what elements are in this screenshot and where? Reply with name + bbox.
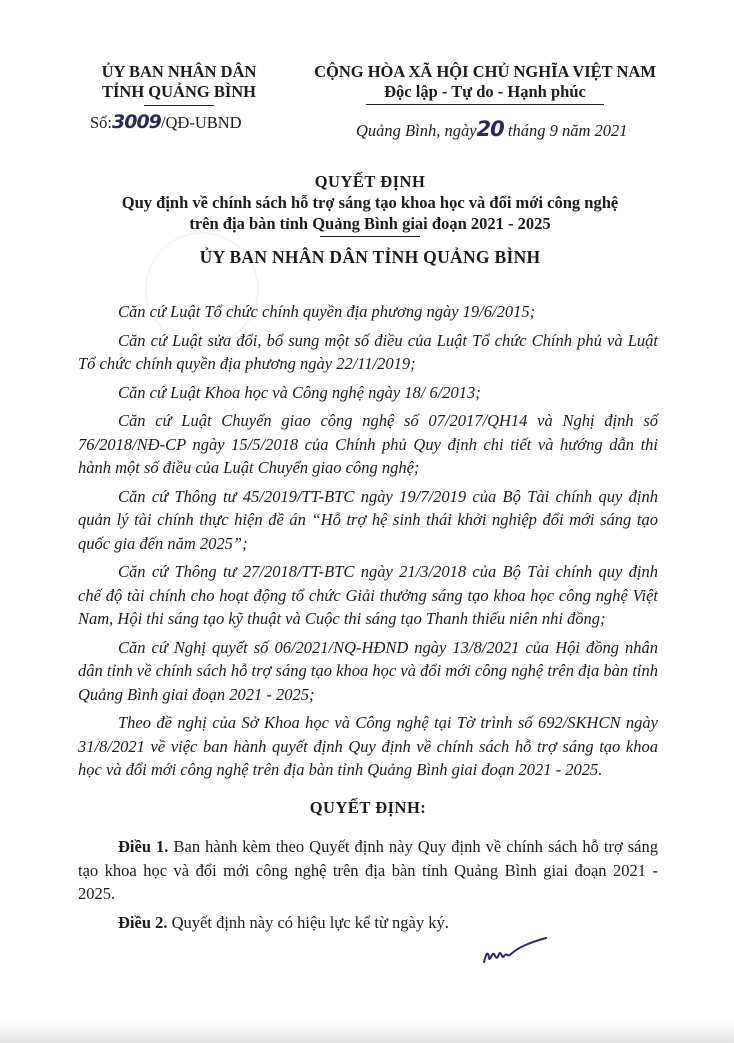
national-motto: Độc lập - Tự do - Hạnh phúc [384,82,586,101]
article-2-text: Quyết định này có hiệu lực kể từ ngày ký. [167,912,449,932]
preamble-paragraph: Căn cứ Thông tư 45/2019/TT-BTC ngày 19/7/2019 của Bộ Tài chính quy định quản lý tài chính thực hiện đề án “Hỗ trợ hệ sinh thái khởi nghiệp đổi mới sáng tạo quốc gia đến năm 2025”; [78,486,658,553]
national-header [300,62,670,105]
decision-title: QUYẾT ĐỊNH [314,172,426,191]
number-suffix: /QĐ-UBND [160,113,242,132]
document-number [84,112,274,133]
article-1-label: Điều 1. [118,837,169,856]
issuer-underline [144,105,214,106]
decision-subject-line-1: Quy định về chính sách hỗ trợ sáng tạo khoa học và đổi mới công nghệ [121,193,619,212]
preamble-paragraph: Căn cứ Thông tư 27/2018/TT-BTC ngày 21/3/2018 của Bộ Tài chính quy định chế độ tài chính cho hoạt động tổ chức Giải thưởng sáng tạo khoa học công nghệ Việt Nam, Hội thi sáng tạo kỹ thuật và Cuộc thi sáng tạo Thanh thiếu niên nhi đồng; [78,562,658,628]
decision-title-block [40,172,700,268]
preamble-paragraph: Căn cứ Luật Tổ chức chính quyền địa phương ngày 19/6/2015; [118,302,536,321]
preamble-paragraph: Căn cứ Luật Chuyển giao công nghệ số 07/2017/QH14 và Nghị định số 76/2018/NĐ-CP ngày 15/5/2018 của Chính phủ Quy định chi tiết và hướng dẫn thi hành một số điều của Luật Chuyển giao công nghệ; [78,411,658,477]
preamble-paragraph: Căn cứ Luật Khoa học và Công nghệ ngày 18/ 6/2013; [118,382,481,402]
article-2-label: Điều 2. [118,912,168,932]
title-underline [320,236,420,237]
decision-heading: QUYẾT ĐỊNH: [309,797,427,817]
document-body [78,300,658,939]
preamble-paragraph: Căn cứ Luật sửa đổi, bổ sung một số điều của Luật Tổ chức Chính phủ và Luật Tổ chức chính quyền địa phương ngày 22/11/2019; [78,330,658,373]
issuer-header [84,62,274,133]
article-2 [78,911,658,935]
number-prefix: Số: [90,113,113,132]
initials-signature [480,932,550,968]
preamble-paragraph: Theo đề nghị của Sở Khoa học và Công nghệ tại Tờ trình số 692/SKHCN ngày 31/8/2021 về việc ban hành quyết định Quy định về chính sách hỗ trợ sáng tạo khoa học và đổi mới công nghệ trên địa bàn tỉnh Quảng Bình giai đoạn 2021 - 2025. [78,713,658,779]
article-1 [78,835,658,906]
issuer-line-2: TỈNH QUẢNG BÌNH [101,82,257,101]
issuer-line-1: ỦY BAN NHÂN DÂN [101,62,257,81]
article-1-text: Ban hành kèm theo Quyết định này Quy định về chính sách hỗ trợ sáng tạo khoa học và đổi mới công nghệ trên địa bàn tỉnh Quảng Bình giai đoạn 2021 - 2025. [78,837,658,903]
issuing-authority: ỦY BAN NHÂN DÂN TỈNH QUẢNG BÌNH [199,247,541,267]
page-edge-shadow [0,1021,734,1043]
decision-subject-line-2: trên địa bàn tỉnh Quảng Bình giai đoạn 2021 - 2025 [189,214,551,233]
handwritten-number: 3009 [112,111,161,133]
national-title: CỘNG HÒA XÃ HỘI CHỦ NGHĨA VIỆT NAM [314,62,656,81]
date-prefix: Quảng Bình, ngày [356,121,477,140]
motto-underline [366,104,604,105]
preamble-paragraph: Căn cứ Nghị quyết số 06/2021/NQ-HĐND ngày 13/8/2021 của Hội đồng nhân dân tỉnh về chính sách hỗ trợ sáng tạo khoa học và đổi mới công nghệ trên địa bàn tỉnh Quảng Bình giai đoạn 2021 - 2025; [78,637,658,704]
date-suffix: tháng 9 năm 2021 [507,121,628,140]
handwritten-day: 20 [476,117,504,141]
issue-date [356,117,656,141]
